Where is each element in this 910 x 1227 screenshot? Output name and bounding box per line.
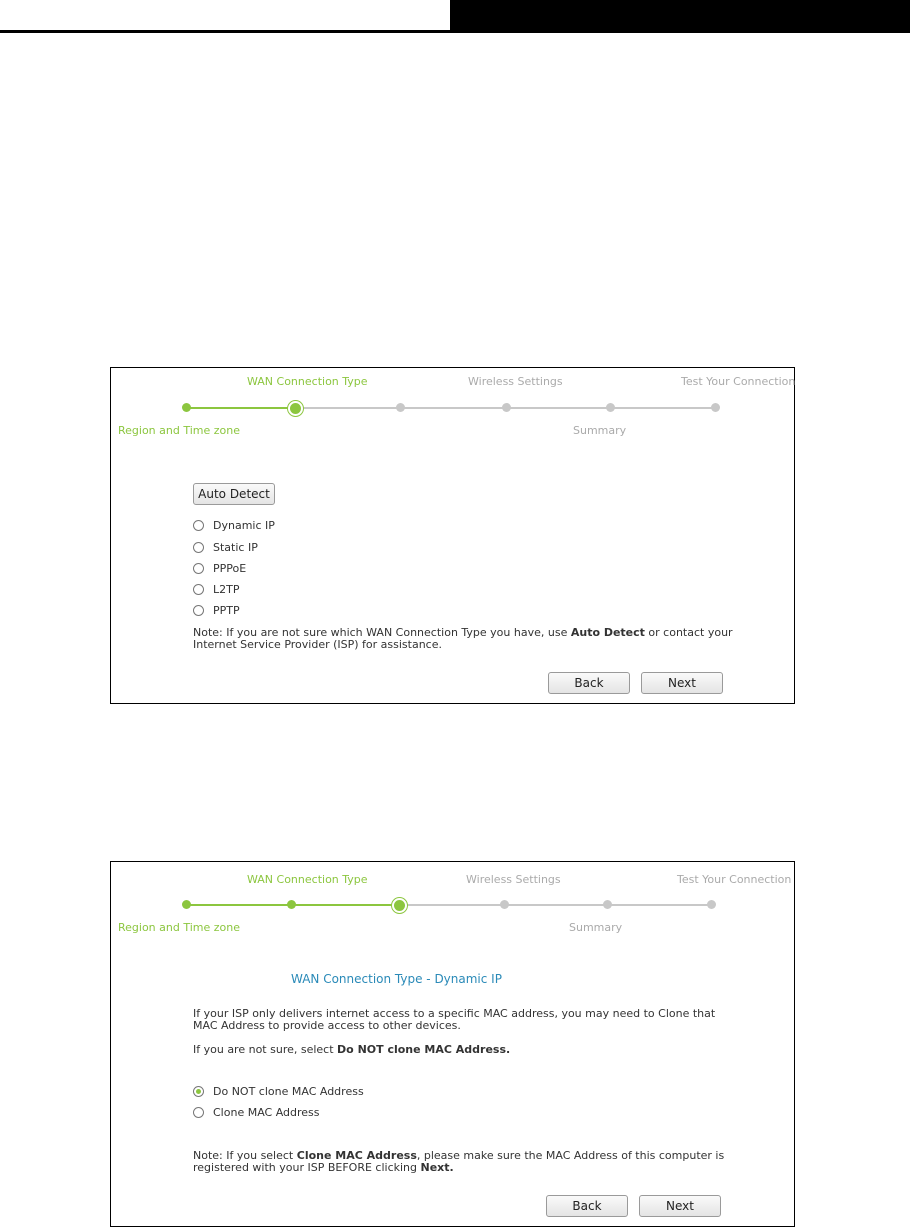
option-label: Dynamic IP [213,519,275,532]
step-dot-wan-current [288,401,303,416]
step-dot-5 [606,403,615,412]
radio-icon[interactable] [193,520,204,531]
radio-icon[interactable] [193,563,204,574]
note-text: , please make sure the MAC Address of this computer is registered with your ISP BEFORE clicking [193,1149,725,1174]
progress-indicator [111,368,794,448]
step-label-summary: Summary [569,921,623,934]
radio-icon[interactable] [193,584,204,595]
section-subtitle: WAN Connection Type - Dynamic IP [291,972,502,986]
step-label-wan-connection-type: WAN Connection Type [247,873,368,886]
step-dot-6 [711,403,720,412]
radio-icon[interactable] [193,542,204,553]
option-label: Static IP [213,541,258,554]
mac-clone-note [193,1150,753,1174]
note-bold-clone-mac: Clone MAC Address [296,1149,417,1162]
step-label-wireless-settings: Wireless Settings [466,873,561,886]
mac-clone-description: If your ISP only delivers internet access to a specific MAC address, you may need to Clone that MAC Address to provide access to other devices. [193,1007,716,1032]
wan-type-note [193,627,753,651]
progress-indicator [111,862,794,942]
option-static-ip[interactable] [193,541,258,554]
option-label: Clone MAC Address [213,1106,320,1119]
dynamic-ip-mac-clone-panel [110,861,795,1227]
option-label: L2TP [213,583,240,596]
step-dot-wan [287,900,296,909]
radio-checked-icon[interactable] [193,1086,204,1097]
next-button[interactable]: Next [639,1195,721,1217]
option-label: Do NOT clone MAC Address [213,1085,364,1098]
step-dot-3 [396,403,405,412]
auto-detect-button[interactable]: Auto Detect [193,483,275,505]
next-button[interactable]: Next [641,672,723,694]
note-text: Note: If you select [193,1149,297,1162]
radio-icon[interactable] [193,1107,204,1118]
option-dynamic-ip[interactable] [193,519,275,532]
note-text: or contact your Internet Service Provider (ISP) for assistance. [193,626,733,651]
hint-text: If you are not sure, select [193,1043,338,1056]
progress-track-done [187,407,294,409]
mac-clone-hint [193,1044,753,1056]
step-dot-region [182,403,191,412]
option-label: PPPoE [213,562,247,575]
step-label-summary: Summary [573,424,627,437]
option-do-not-clone-mac[interactable] [193,1085,364,1098]
note-bold-next: Next. [420,1161,454,1174]
option-pptp[interactable] [193,604,240,617]
step-dot-region [182,900,191,909]
step-label-wan-connection-type: WAN Connection Type [247,375,368,388]
back-button[interactable]: Back [548,672,630,694]
option-label: PPTP [213,604,240,617]
step-label-wireless-settings: Wireless Settings [468,375,563,388]
radio-icon[interactable] [193,605,204,616]
option-pppoe[interactable] [193,562,246,575]
step-dot-5 [603,900,612,909]
step-dot-4 [500,900,509,909]
step-label-region-time-zone: Region and Time zone [118,424,241,437]
note-bold-auto-detect: Auto Detect [570,626,645,639]
progress-track-pending [399,904,713,906]
step-dot-dynamic-ip-current [392,898,407,913]
option-clone-mac[interactable] [193,1106,320,1119]
step-label-test-your-connection: Test Your Connection [677,873,792,886]
back-button[interactable]: Back [546,1195,628,1217]
step-label-region-time-zone: Region and Time zone [118,921,241,934]
note-text: Note: If you are not sure which WAN Connection Type you have, use [193,626,571,639]
hint-bold-do-not-clone: Do NOT clone MAC Address. [337,1043,511,1056]
step-label-test-your-connection: Test Your Connection [681,375,796,388]
option-l2tp[interactable] [193,583,239,596]
wan-connection-type-panel [110,367,795,704]
step-dot-6 [707,900,716,909]
page-header-bar [450,0,910,33]
step-dot-4 [502,403,511,412]
